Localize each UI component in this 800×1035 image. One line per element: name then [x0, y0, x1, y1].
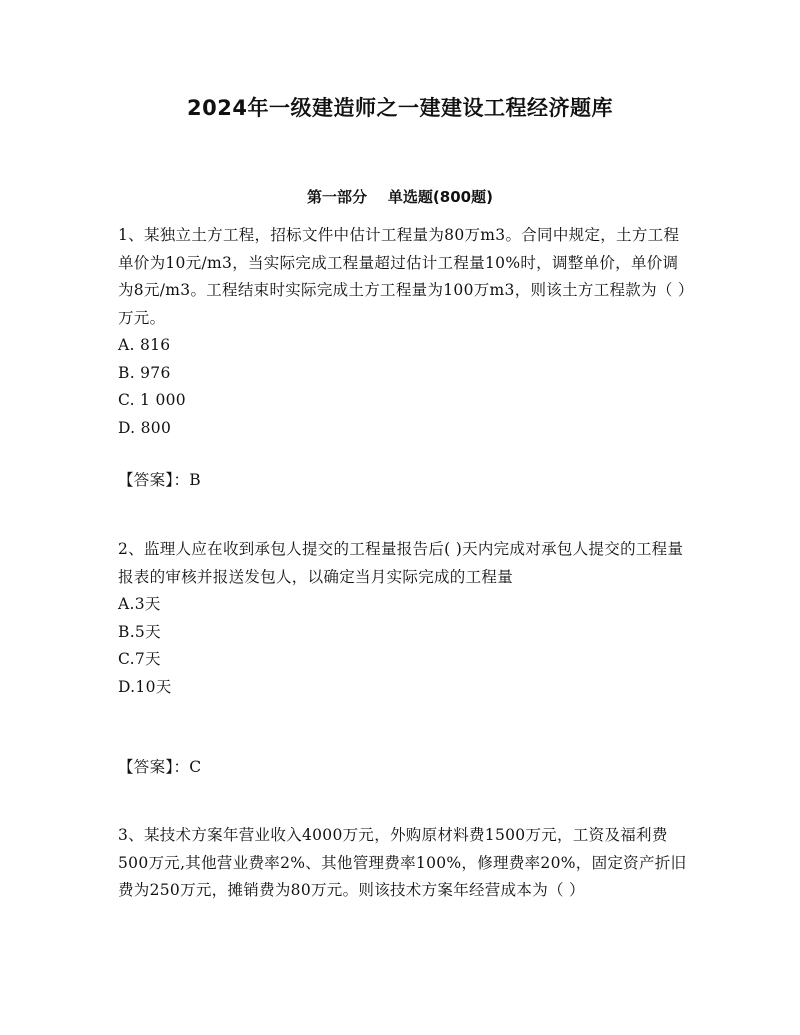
- section-heading: 第一部分 单选题(800题): [307, 188, 493, 206]
- question-1-option-a: A. 816: [118, 336, 171, 354]
- question-2-answer: 【答案】：C: [118, 758, 202, 776]
- question-3-text: 3、某技术方案年营业收入4000万元，外购原材料费1500万元，工资及福利费500万元,其他营业费率2%、其他管理费率100%，修理费率20%，固定资产折旧费为250万元，摊销费为80万元。则该技术方案年经营成本为（ ）: [118, 826, 687, 899]
- question-1-option-b: B. 976: [118, 363, 171, 382]
- question-2-option-c: C.7天: [118, 650, 161, 668]
- question-2: [118, 536, 688, 701]
- document-title: 2024年一级建造师之一建建设工程经济题库: [187, 96, 613, 120]
- question-2-option-d: D.10天: [118, 677, 172, 696]
- question-1-answer: 【答案】：B: [118, 471, 201, 489]
- question-1: [118, 222, 688, 442]
- question-1-option-c: C. 1 000: [118, 391, 186, 409]
- question-3: [118, 822, 688, 905]
- question-1-option-d: D. 800: [118, 418, 172, 437]
- question-2-option-b: B.5天: [118, 622, 161, 641]
- question-2-option-a: A.3天: [118, 595, 161, 613]
- question-1-text: 1、某独立土方工程，招标文件中估计工程量为80万m3。合同中规定，土方工程单价为10元/m3，当实际完成工程量超过估计工程量10%时，调整单价，单价调为8元/m3。工程结束时实际完成土方工程量为100万m3，则该土方工程款为（ ）万元。: [118, 226, 686, 327]
- question-2-text: 2、监理人应在收到承包人提交的工程量报告后( )天内完成对承包人提交的工程量报表的审核并报送发包人，以确定当月实际完成的工程量: [118, 540, 684, 586]
